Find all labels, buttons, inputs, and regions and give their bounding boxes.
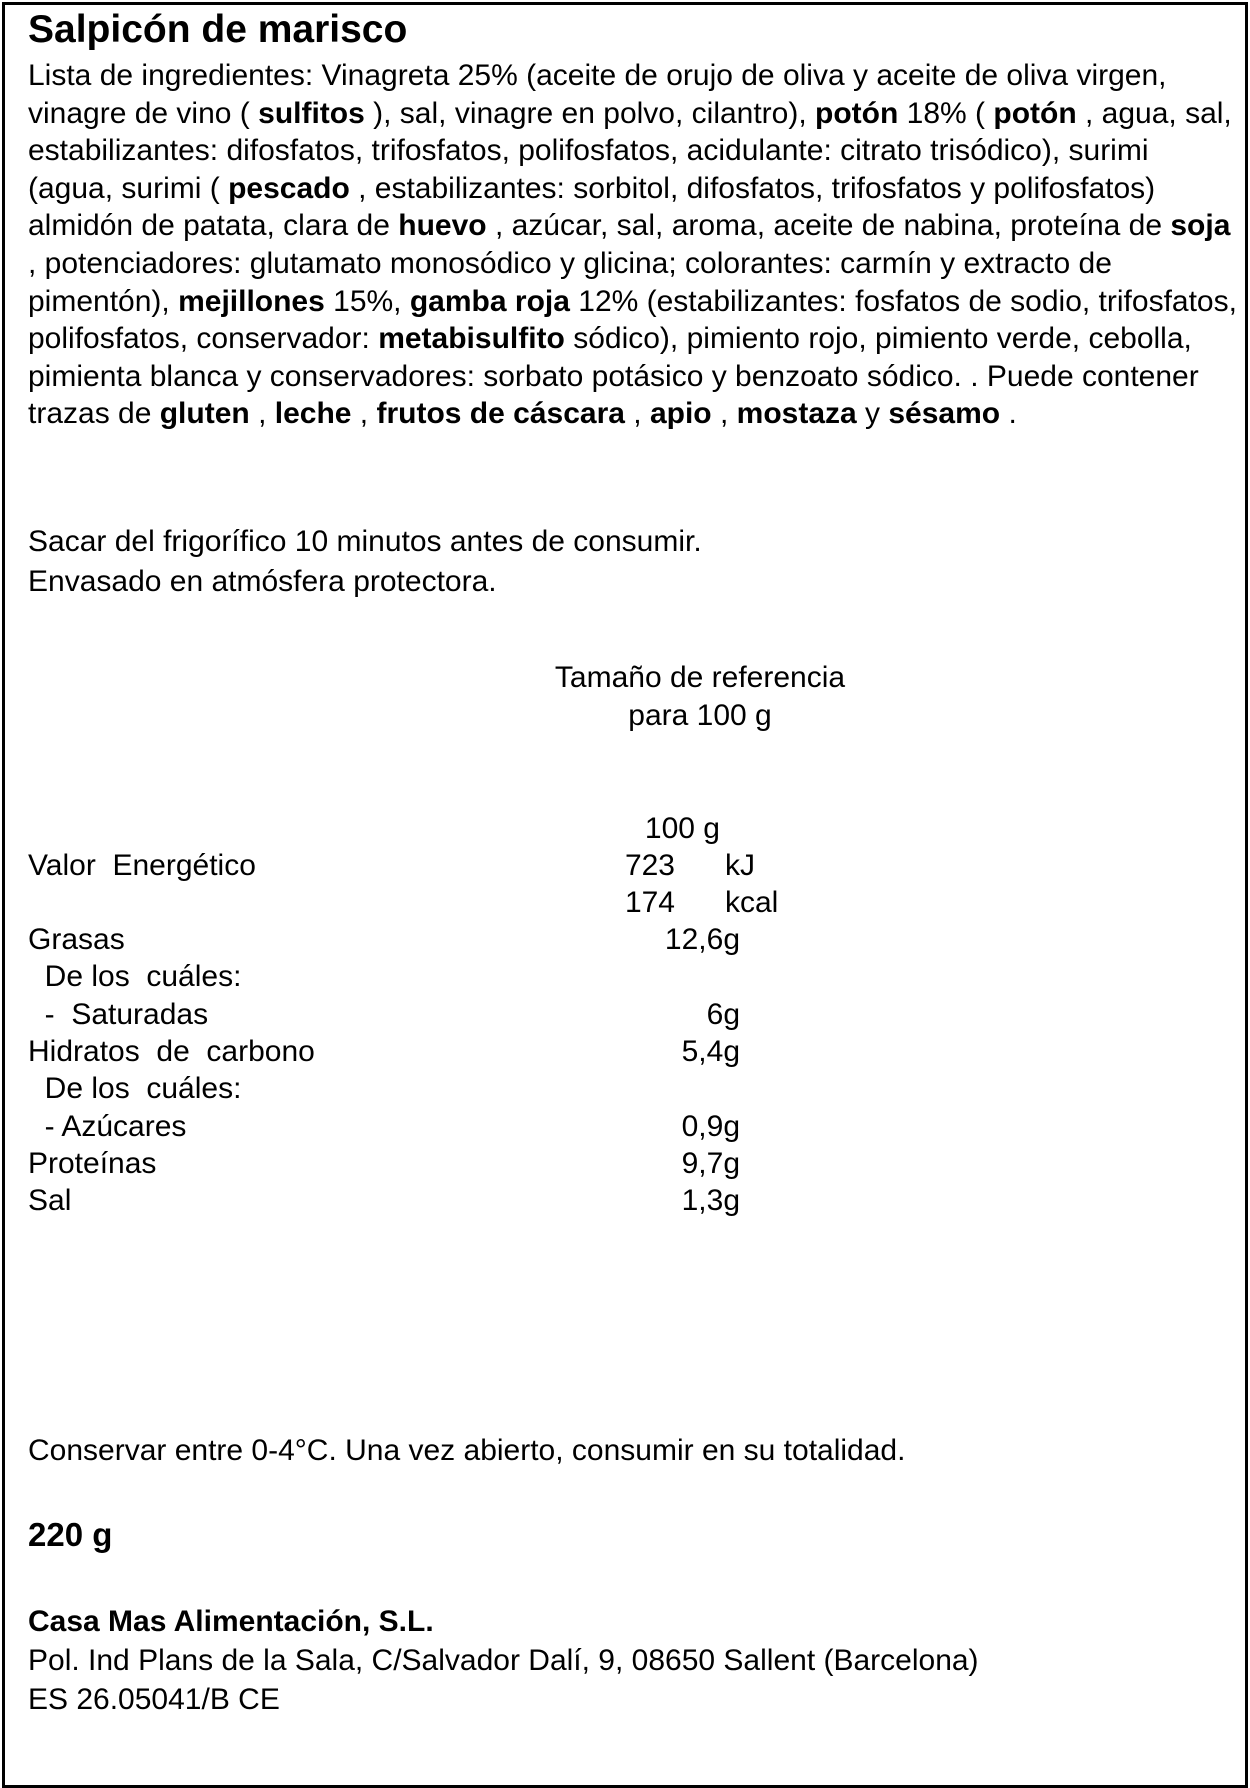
nutrition-row [5,958,1205,995]
ingredient-text: , [351,397,377,431]
nutrient-unit: g [723,1034,740,1068]
ingredient-text: ), sal, vinagre en polvo, cilantro), [364,96,816,130]
nutrient-unit: g [723,1109,740,1143]
ingredient-text: Lista de ingredientes: Vinagreta 25% (aceite de orujo de oliva y aceite de oliva virgen, vinagre de vino ( [28,59,1167,130]
nutrient-value [682,1182,740,1219]
nutrient-unit: g [723,1146,740,1180]
nutrient-value [682,1108,740,1145]
nutrient-label: Hidratos de carbono [28,1034,315,1068]
net-weight: 220 g [28,1516,113,1553]
energy-kcal-row [5,884,1205,921]
nutrient-value [707,996,740,1033]
energy-kj-unit: kJ [725,849,755,882]
nutrient-label: - Azúcares [28,1109,187,1143]
energy-kcal-unit: kcal [725,886,779,919]
ingredients-list [28,57,1238,433]
allergen-text: potón [815,96,899,130]
nutrient-label: Grasas [28,923,125,956]
allergen-text: pescado [228,171,350,205]
ingredient-text: sódico), pimiento rojo, pimiento verde, cebolla, pimienta blanca y conservadores: sorbato potásico y benzoato sódico. . Puede contener trazas de [28,322,1199,431]
ingredient-text: , azúcar, sal, aroma, aceite de nabina, proteína de [486,209,1171,243]
allergen-text: apio [649,397,712,431]
column-header: 100 g [644,812,720,845]
nutrient-unit: g [723,1184,740,1218]
allergen-text: mostaza [736,397,857,431]
energy-kj-row [5,847,1205,884]
nutrient-label: Sal [28,1184,72,1218]
allergen-text: huevo [398,209,487,243]
packaging-note: Envasado en atmósfera protectora. [28,565,497,598]
allergen-text: leche [274,397,352,431]
allergen-text: potón [993,96,1077,130]
company-registry: ES 26.05041/B CE [28,1683,280,1716]
nutrient-amount: 0,9 [681,1109,724,1143]
allergen-text: gluten [159,397,250,431]
nutrient-label: Proteínas [28,1146,157,1180]
nutrition-row [5,1070,1205,1107]
ingredient-text: 15%, [324,284,410,318]
nutrient-amount: 12,6 [664,923,724,956]
allergen-text: mejillones [178,284,325,318]
nutrient-value [682,1145,740,1182]
ingredient-text: , [249,397,275,431]
nutrition-row [5,1145,1205,1182]
nutrient-value [682,1033,740,1070]
ingredient-text: , estabilizantes: sorbitol, difosfatos, trifosfatos y polifosfatos) almidón de patata, clara de [28,171,1156,243]
energy-kcal-value: 174 [624,886,675,919]
nutrition-row [5,996,1205,1033]
ingredient-text: y [856,397,889,431]
label-frame [2,2,1248,1788]
nutrient-label: De los cuáles: [28,1072,242,1106]
energy-label: Valor Energético [28,849,256,882]
reference-size-line2: para 100 g [628,699,772,732]
nutrient-amount: 9,7 [681,1146,724,1180]
ingredient-text: , potenciadores: glutamato monosódico y glicina; colorantes: carmín y extracto de pimentón), [28,246,1112,318]
energy-kj-value: 723 [624,849,675,882]
ingredient-text: 18% ( [898,96,994,130]
company-address: Pol. Ind Plans de la Sala, C/Salvador Dalí, 9, 08650 Sallent (Barcelona) [28,1644,979,1677]
nutrient-label: - Saturadas [28,997,209,1031]
company-name: Casa Mas Alimentación, S.L. [28,1605,434,1638]
nutrition-row [5,1033,1205,1070]
nutrient-value [665,921,740,958]
nutrition-row [5,1108,1205,1145]
nutrient-amount: 1,3 [681,1184,724,1218]
nutrition-row [5,1182,1205,1219]
allergen-text: gamba roja [409,284,570,318]
ingredient-text: , [624,397,650,431]
product-title: Salpicón de marisco [28,8,408,51]
nutrition-header-row [5,810,1205,847]
nutrient-unit: g [723,923,740,956]
ingredient-text: , [711,397,737,431]
nutrient-amount: 6 [706,997,724,1031]
ingredient-text: 12% (estabilizantes: fosfatos de sodio, trifosfatos, polifosfatos, conservador: [28,284,1237,356]
allergen-text: soja [1170,209,1231,243]
fridge-instruction: Sacar del frigorífico 10 minutos antes de consumir. [28,525,702,558]
reference-size-line1: Tamaño de referencia [554,661,846,694]
allergen-text: sésamo [888,397,1001,431]
allergen-text: sulfitos [258,96,365,130]
nutrient-amount: 5,4 [681,1034,724,1068]
allergen-text: frutos de cáscara [376,397,625,431]
nutrition-row [5,921,1205,958]
ingredient-text: , agua, sal, estabilizantes: difosfatos, trifosfatos, polifosfatos, acidulante: citrato trisódico), surimi (agua, surimi ( [28,96,1232,205]
storage-instruction: Conservar entre 0-4°C. Una vez abierto, consumir en su totalidad. [28,1434,906,1467]
nutrient-label: De los cuáles: [28,960,242,994]
ingredient-text: . [1000,397,1017,431]
allergen-text: metabisulfito [378,322,565,356]
nutrient-unit: g [723,997,740,1031]
